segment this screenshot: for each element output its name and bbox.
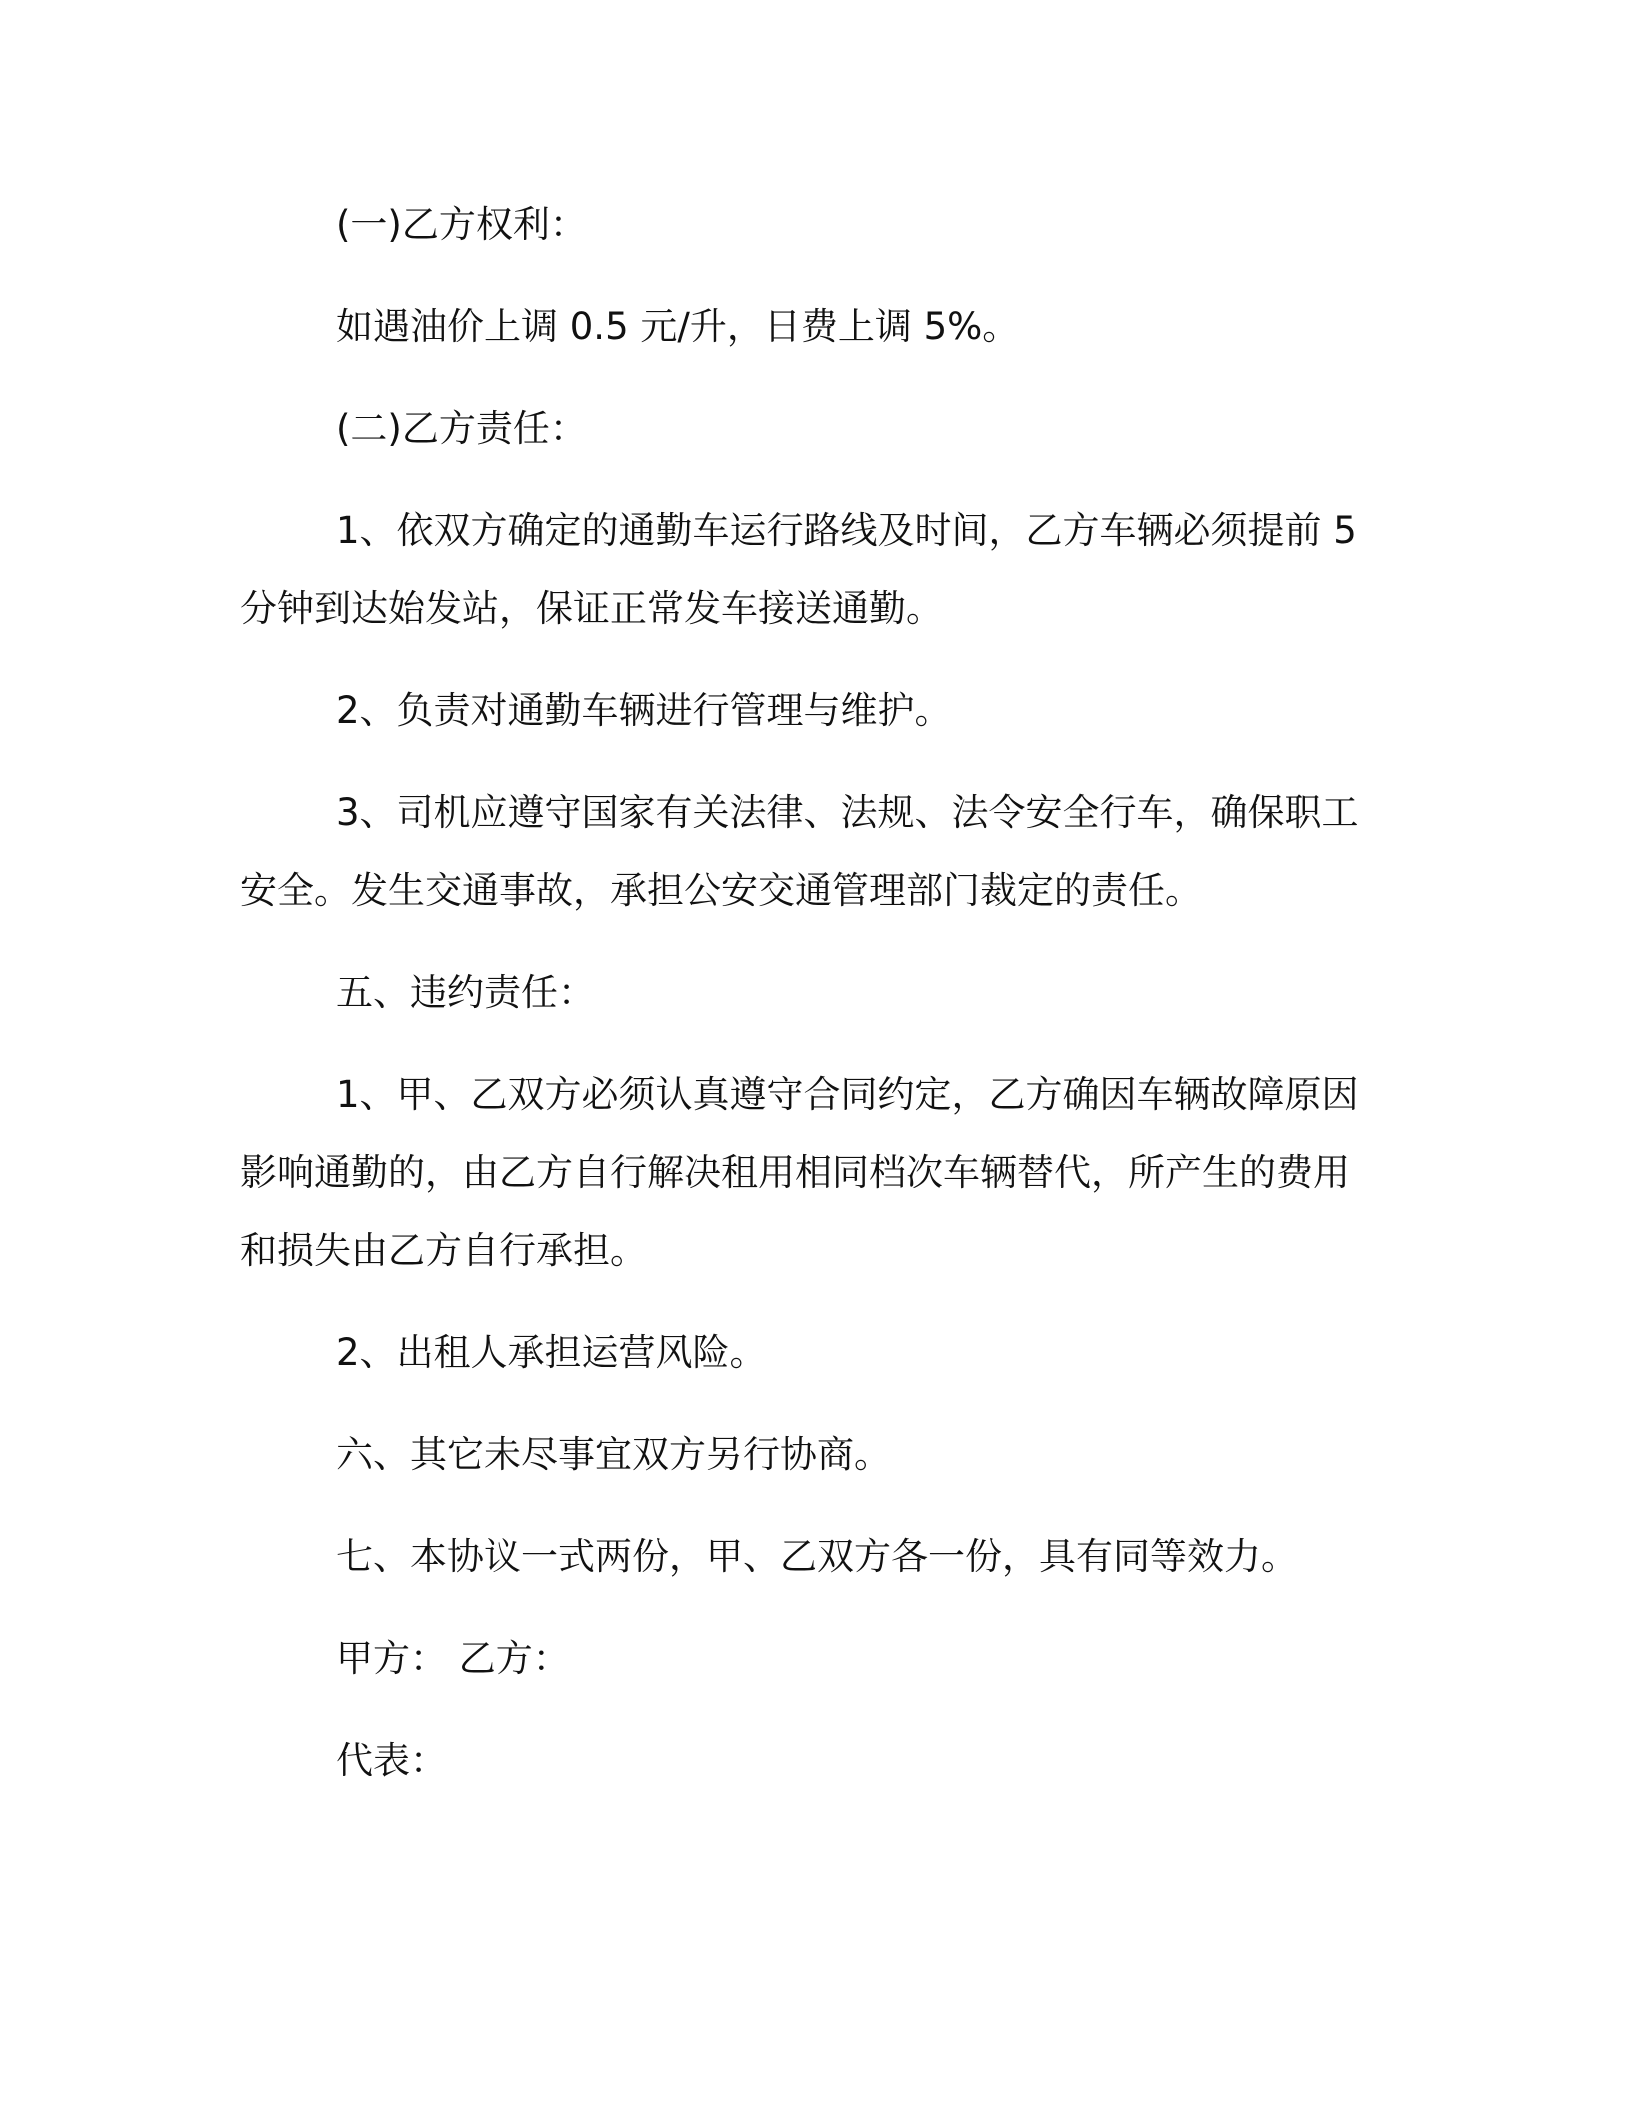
paragraph-breach-2: 2、出租人承担运营风险。 — [336, 1331, 767, 1374]
paragraph-signature-parties: 甲方： 乙方： — [336, 1637, 570, 1680]
paragraph-duty-3: 3、司机应遵守国家有关法律、法规、法令安全行车，确保职工安全。发生交通事故，承担公安交通管理部门裁定的责任。 — [240, 791, 1359, 912]
paragraph-duty-1: 1、依双方确定的通勤车运行路线及时间，乙方车辆必须提前 5 分钟到达始发站，保证正常发车接送通勤。 — [240, 509, 1357, 630]
paragraph-duty-2: 2、负责对通勤车辆进行管理与维护。 — [336, 689, 952, 732]
paragraph-party-b-duties-heading: (二)乙方责任： — [336, 407, 587, 450]
paragraph-section-7: 七、本协议一式两份，甲、乙双方各一份，具有同等效力。 — [336, 1535, 1298, 1578]
paragraph-breach-heading: 五、违约责任： — [336, 971, 595, 1014]
paragraph-party-b-rights-heading: (一)乙方权利： — [336, 203, 587, 246]
paragraph-section-6: 六、其它未尽事宜双方另行协商。 — [336, 1433, 891, 1476]
document-body — [240, 186, 1380, 1800]
paragraph-representative: 代表： — [336, 1739, 447, 1782]
paragraph-fuel-price-clause: 如遇油价上调 0.5 元/升，日费上调 5%。 — [336, 305, 1020, 348]
paragraph-breach-1: 1、甲、乙双方必须认真遵守合同约定，乙方确因车辆故障原因影响通勤的，由乙方自行解决租用相同档次车辆替代，所产生的费用和损失由乙方自行承担。 — [240, 1073, 1359, 1272]
